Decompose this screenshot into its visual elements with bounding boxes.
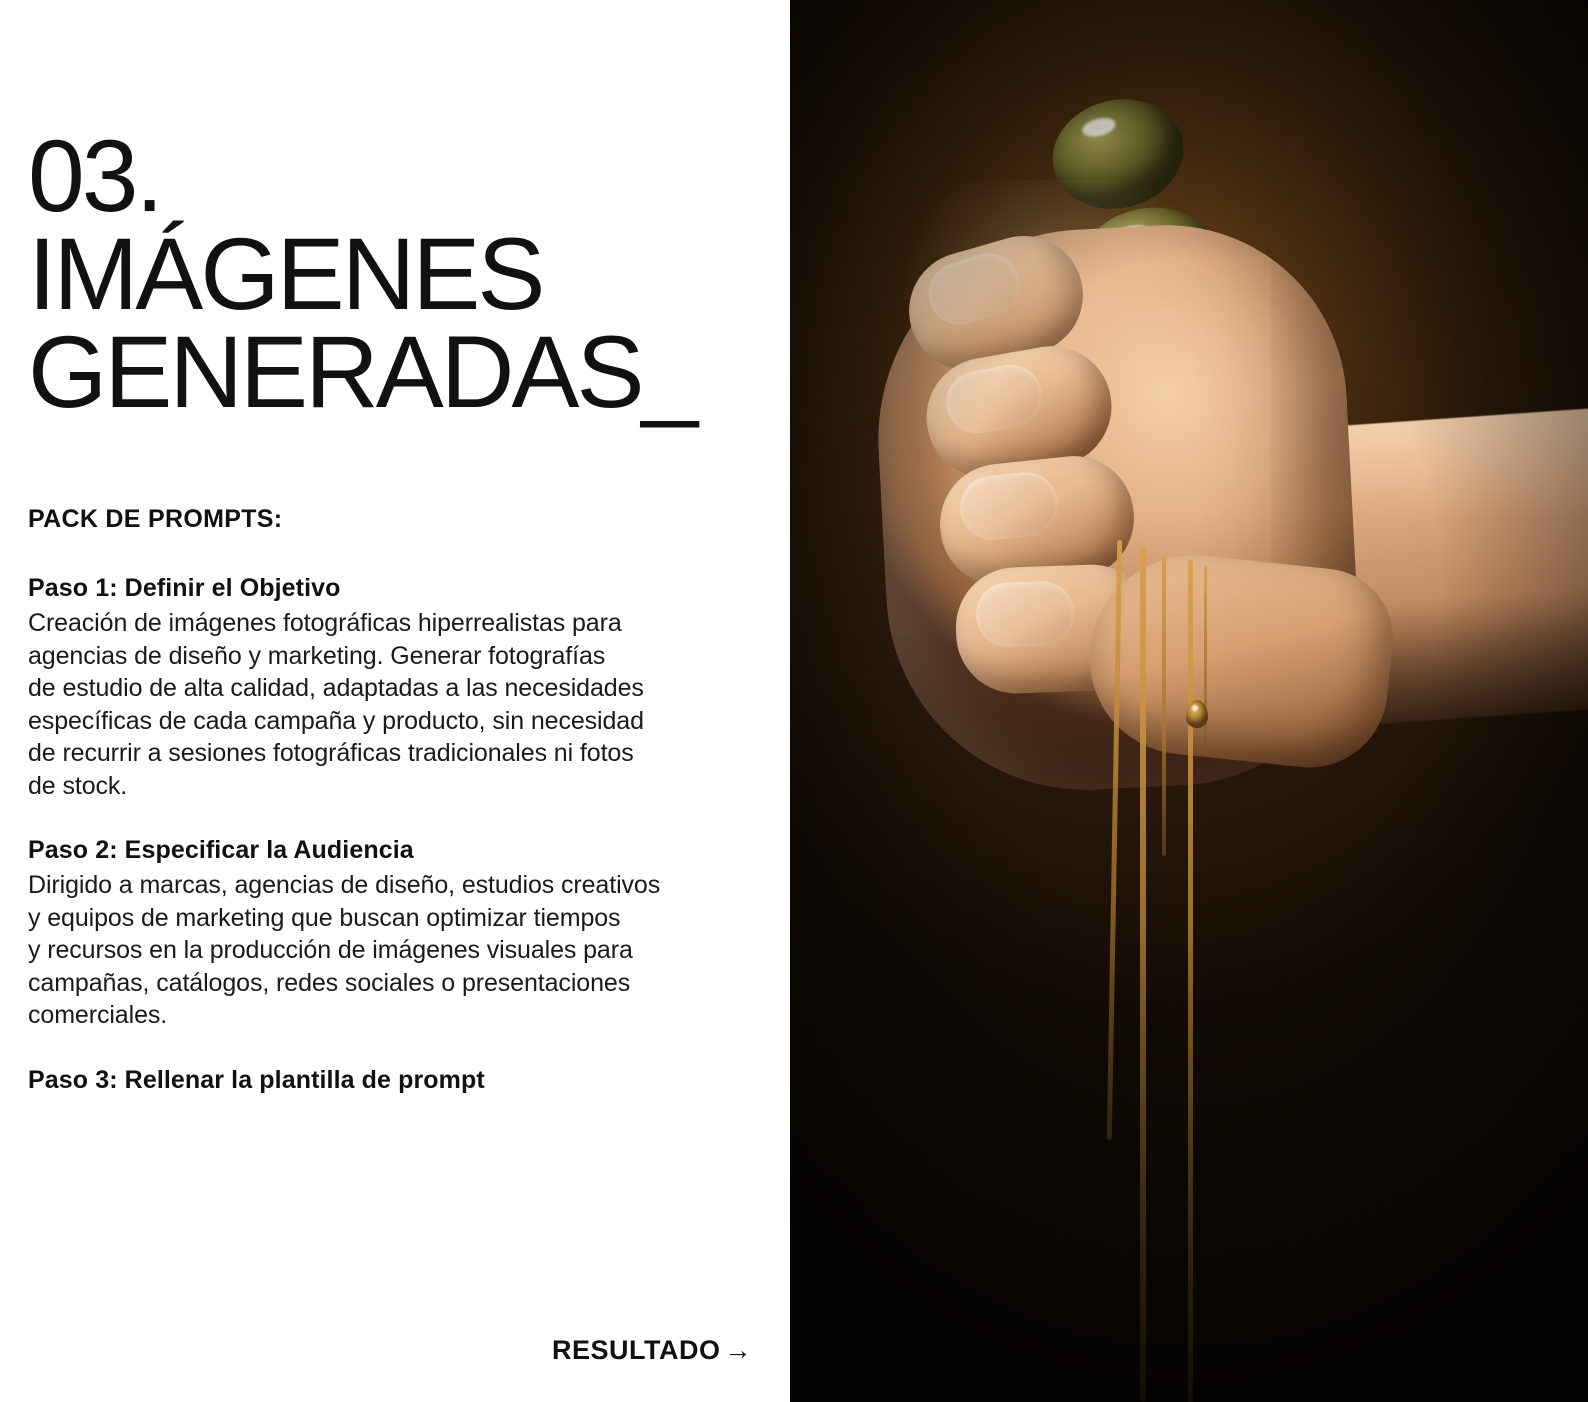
step-2 xyxy=(28,836,754,1032)
step-2-line: Dirigido a marcas, agencias de diseño, estudios creativos xyxy=(28,871,661,899)
step-3 xyxy=(28,1066,754,1095)
step-1-line: Creación de imágenes fotográficas hiperrealistas para xyxy=(28,609,622,637)
prompt-pack-body xyxy=(28,505,754,1129)
photo-vignette xyxy=(790,0,1588,1402)
step-1-line: de stock. xyxy=(28,771,128,800)
step-1-line: agencias de diseño y marketing. Generar fotografías xyxy=(28,641,606,670)
step-1-body xyxy=(28,607,754,802)
title-number: 03. xyxy=(28,119,161,233)
hero-photo xyxy=(790,0,1588,1402)
step-2-line: y recursos en la producción de imágenes visuales para xyxy=(28,936,633,964)
arrow-right-icon: → xyxy=(724,1335,752,1365)
resultado-cta[interactable] xyxy=(552,1335,752,1366)
step-2-line: comerciales. xyxy=(28,1001,168,1029)
pack-label: PACK DE PROMPTS: xyxy=(28,505,283,533)
step-2-line: campañas, catálogos, redes sociales o presentaciones xyxy=(28,968,631,997)
resultado-label: RESULTADO xyxy=(552,1335,721,1365)
title-line-imagenes: IMÁGENES xyxy=(28,216,543,331)
step-3-title: Paso 3: Rellenar la plantilla de prompt xyxy=(28,1065,485,1094)
step-1 xyxy=(28,574,754,802)
step-1-title: Paso 1: Definir el Objetivo xyxy=(28,574,341,602)
page-title xyxy=(28,119,768,429)
step-1-line: de recurrir a sesiones fotográficas tradicionales ni fotos xyxy=(28,739,634,767)
text-panel xyxy=(0,0,790,1402)
step-1-line: de estudio de alta calidad, adaptadas a las necesidades xyxy=(28,674,644,702)
title-line-generadas: GENERADAS_ xyxy=(28,314,696,429)
step-2-line: y equipos de marketing que buscan optimizar tiempos xyxy=(28,903,621,932)
step-1-line: específicas de cada campaña y producto, sin necesidad xyxy=(28,706,644,735)
step-2-body xyxy=(28,869,754,1032)
step-2-title: Paso 2: Especificar la Audiencia xyxy=(28,836,414,864)
